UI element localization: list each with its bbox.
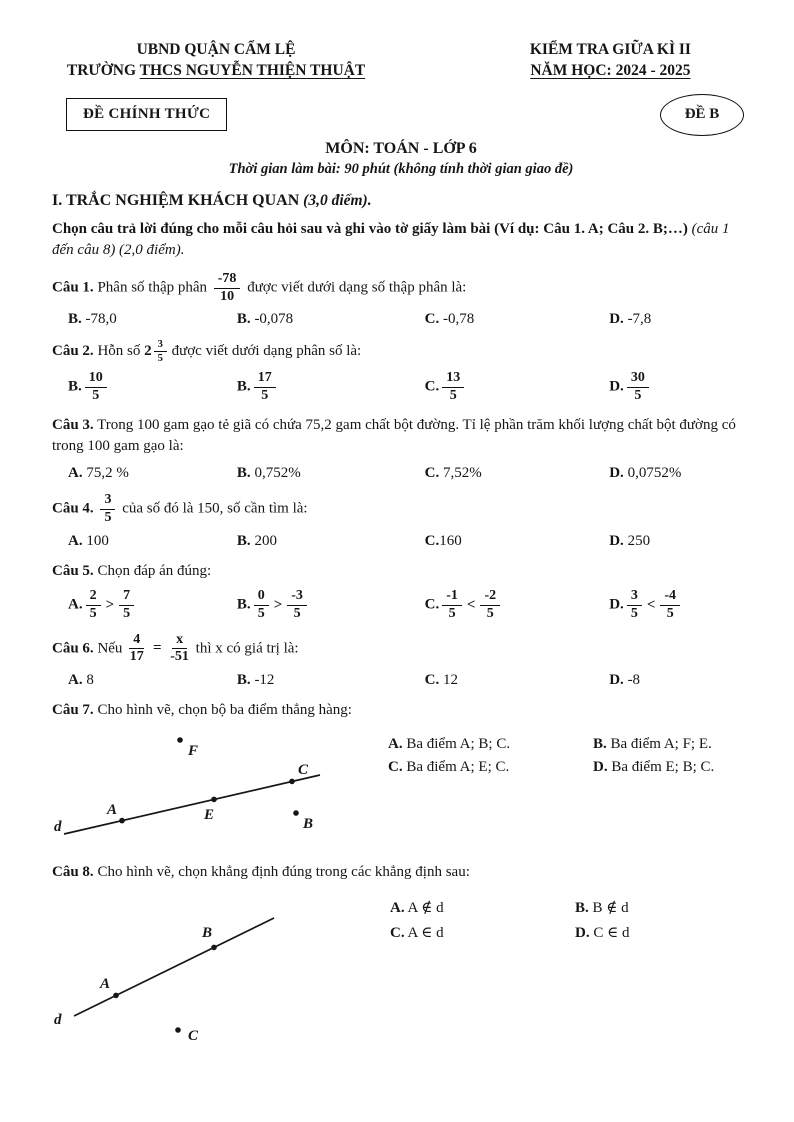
option-text: -8 (627, 672, 641, 688)
option-text: 12 (442, 672, 458, 688)
option-text: 8 (86, 672, 94, 688)
question-4-options (52, 533, 750, 550)
option-letter: A. (68, 465, 83, 482)
option-letter: D. (609, 532, 624, 549)
school-name-underlined: THCS NGUYỄN THIỆN THUẬT (139, 61, 366, 79)
option-letter: B. (236, 378, 251, 395)
fraction-numerator: x (172, 633, 187, 650)
option-b (237, 371, 425, 403)
fraction-denominator: 5 (89, 605, 97, 621)
fraction (480, 589, 500, 621)
option-c (425, 672, 610, 689)
option-c (425, 371, 610, 403)
question-5 (52, 561, 750, 622)
option-c (425, 465, 610, 482)
option-b (237, 589, 425, 621)
option-letter: D. (575, 924, 590, 941)
figure-collinear-points (52, 726, 352, 851)
question-4-stem (52, 493, 750, 525)
question-4-number: Câu 4. (52, 500, 94, 517)
header-org-block (52, 40, 380, 82)
header (52, 40, 750, 82)
option-letter: A. (68, 672, 83, 688)
stem-text: Nếu (97, 640, 123, 657)
subject-line: MÔN: TOÁN - LỚP 6 (325, 139, 477, 157)
fraction (442, 371, 464, 403)
question-7-options (388, 736, 750, 776)
comparison-sign: > (273, 596, 283, 613)
point-E-label: E (204, 806, 215, 823)
option-text: Ba điểm E; B; C. (611, 758, 715, 775)
fraction-numerator: -1 (442, 589, 462, 606)
instructions-bold: Chọn câu trả lời đúng cho mỗi câu hỏi sau và ghi vào tờ giấy làm bài (Ví dụ: Câu 1. A; Câu 2. B;…) (52, 220, 688, 237)
fraction-numerator: 10 (85, 371, 107, 388)
fraction-numerator: 3 (154, 339, 167, 352)
fraction-denominator: 10 (220, 288, 235, 304)
option-letter: C. (424, 378, 440, 395)
fraction-numerator: 3 (100, 493, 115, 510)
option-a (68, 371, 237, 403)
option-text: Ba điểm A; B; C. (406, 735, 511, 752)
option-b (575, 898, 750, 917)
fraction-numerator: 17 (254, 371, 276, 388)
fraction (129, 633, 144, 665)
stem-text: thì x có giá trị là: (195, 640, 299, 657)
option-b (237, 533, 425, 550)
school-year: NĂM HỌC: 2024 - 2025 (530, 61, 691, 79)
option-c (425, 311, 610, 328)
question-8-options (390, 898, 750, 942)
comparison-sign: < (466, 596, 476, 613)
option-c (425, 533, 610, 550)
point-B-dot (293, 810, 299, 816)
option-d (609, 465, 750, 482)
fraction-denominator: 5 (157, 353, 163, 365)
fraction (154, 339, 167, 364)
fraction-denominator: 5 (634, 387, 642, 403)
official-exam-box: ĐỀ CHÍNH THỨC (66, 98, 227, 131)
fraction-denominator: 5 (257, 605, 265, 621)
question-6 (52, 633, 750, 689)
option-text: -78,0 (85, 311, 117, 328)
fraction-denominator: 5 (630, 605, 638, 621)
fraction (442, 589, 462, 621)
duration-line: Thời gian làm bài: 90 phút (không tính thời gian giao đề) (228, 160, 574, 177)
question-7-number: Câu 7. (52, 702, 94, 718)
option-d (575, 923, 750, 942)
fraction (170, 633, 189, 665)
option-d (593, 759, 750, 776)
stem-text: của số đó là 150, số cần tìm là: (122, 500, 308, 517)
point-B-dot (211, 944, 217, 950)
option-d (609, 311, 750, 328)
option-a (68, 589, 237, 621)
fraction (660, 589, 680, 621)
option-letter: C. (424, 465, 440, 482)
fraction-numerator: 2 (86, 589, 101, 606)
point-F-dot (177, 737, 183, 743)
org-name-line2 (52, 61, 380, 82)
option-a (388, 736, 593, 753)
fraction (287, 589, 307, 621)
option-text: 0,0752% (627, 465, 682, 482)
line-d (74, 918, 274, 1016)
option-letter: D. (609, 465, 624, 482)
question-3-number: Câu 3. (52, 416, 94, 433)
section-instructions (52, 219, 750, 261)
question-2-options (52, 371, 750, 403)
stem-text: được viết dưới dạng số thập phân là: (247, 279, 467, 296)
option-letter: B. (575, 899, 589, 916)
question-1-options (52, 311, 750, 328)
fraction (627, 589, 642, 621)
stem-text: Cho hình vẽ, chọn bộ ba điểm thẳng hàng: (97, 702, 352, 718)
section-title (52, 192, 750, 210)
option-a (68, 672, 237, 689)
question-8 (52, 862, 750, 1046)
question-5-number: Câu 5. (52, 562, 94, 579)
question-1-number: Câu 1. (52, 279, 94, 296)
fraction (214, 272, 241, 304)
option-b (237, 672, 425, 689)
option-d (609, 371, 750, 403)
fraction-numerator: 7 (119, 589, 134, 606)
option-letter: D. (609, 672, 624, 688)
point-A-dot (119, 818, 125, 824)
mixed-number (144, 339, 168, 364)
question-2-number: Câu 2. (52, 343, 94, 360)
option-b (593, 736, 750, 753)
question-3-stem (52, 415, 750, 459)
fraction-numerator: -3 (287, 589, 307, 606)
point-E-dot (211, 796, 217, 802)
question-4 (52, 493, 750, 549)
option-text: 0,752% (254, 465, 301, 482)
option-letter: B. (236, 465, 251, 482)
question-7-stem (52, 700, 750, 722)
stamp-row (66, 94, 744, 136)
option-letter: B. (593, 735, 607, 752)
option-text: 160 (439, 532, 462, 549)
option-letter: B. (236, 311, 251, 328)
option-text: Ba điểm A; F; E. (610, 735, 712, 752)
fraction-denominator: 5 (666, 605, 674, 621)
question-5-options (52, 589, 750, 621)
section-title-text: I. TRẮC NGHIỆM KHÁCH QUAN (52, 191, 300, 209)
option-letter: C. (424, 311, 440, 328)
exam-variant-badge: ĐỀ B (660, 94, 744, 136)
question-8-number: Câu 8. (52, 863, 94, 880)
question-8-figure-row (52, 888, 750, 1046)
point-F-label: F (188, 742, 199, 759)
question-2 (52, 339, 750, 403)
option-text: -7,8 (627, 311, 652, 328)
fraction (254, 371, 276, 403)
stem-text: Trong 100 gam gạo tẻ giã có chứa 75,2 gam chất bột đường. Tỉ lệ phần trăm khối lượng chất bột đường có trong 100 gam gạo là: (52, 416, 736, 455)
question-5-stem (52, 561, 750, 583)
option-letter: A. (388, 735, 403, 752)
option-letter: B. (236, 596, 251, 613)
fraction (254, 589, 269, 621)
option-letter: B. (236, 672, 251, 688)
option-letter: A. (68, 532, 83, 549)
option-letter: D. (593, 758, 608, 775)
line-d-label: d (54, 818, 62, 835)
fraction-denominator: 5 (123, 605, 131, 621)
option-letter: D. (609, 378, 624, 395)
fraction-numerator: 30 (627, 371, 649, 388)
fraction-numerator: 3 (627, 589, 642, 606)
fraction-denominator: 5 (261, 387, 269, 403)
option-text: 100 (86, 532, 109, 549)
fraction-denominator: 5 (104, 509, 112, 525)
instructions-italic: (câu 1 đến câu 8) (2,0 điểm). (52, 220, 730, 258)
question-7 (52, 700, 750, 851)
question-7-figure-row (52, 726, 750, 851)
comparison-sign: > (105, 596, 115, 613)
stem-text: Phân số thập phân (97, 279, 208, 296)
option-letter: D. (609, 311, 624, 328)
fraction-numerator: -4 (660, 589, 680, 606)
fraction-numerator: -78 (214, 272, 241, 289)
option-text: -0,78 (442, 311, 475, 328)
equals-sign: = (152, 640, 162, 657)
option-letter: D. (609, 596, 624, 613)
line-d (64, 775, 320, 834)
option-d (609, 589, 750, 621)
option-text: 75,2 % (86, 465, 129, 482)
option-text: -0,078 (254, 311, 294, 328)
option-text: 200 (254, 532, 277, 549)
fraction-numerator: 13 (442, 371, 464, 388)
option-a (390, 898, 575, 917)
question-3-options (52, 465, 750, 482)
question-1-stem (52, 272, 750, 304)
option-letter: C. (424, 672, 440, 688)
option-letter: B. (236, 532, 251, 549)
mixed-whole: 2 (144, 342, 152, 359)
option-text: C ∈ d (593, 924, 630, 941)
question-3 (52, 415, 750, 483)
option-c (388, 759, 593, 776)
fraction-numerator: 4 (129, 633, 144, 650)
question-2-stem (52, 339, 750, 364)
point-A-label: A (100, 975, 111, 992)
option-b (237, 465, 425, 482)
org-name-line1: UBND QUẬN CẨM LỆ (136, 41, 296, 58)
fraction (86, 589, 101, 621)
header-exam-block (471, 40, 750, 82)
question-1 (52, 272, 750, 328)
option-letter: B. (68, 311, 82, 328)
stem-text: Chọn đáp án đúng: (97, 562, 212, 579)
option-text: Ba điểm A; E; C. (406, 758, 510, 775)
fraction-numerator: -2 (480, 589, 500, 606)
point-C-label: C (188, 1027, 199, 1044)
option-d (609, 533, 750, 550)
question-6-options (52, 672, 750, 689)
fraction-denominator: 17 (129, 649, 144, 665)
option-letter: C. (388, 758, 403, 775)
option-letter: B. (68, 378, 82, 395)
option-text: A ∉ d (407, 899, 444, 916)
option-c (425, 589, 610, 621)
point-A-label: A (107, 801, 118, 818)
line-d-label: d (54, 1011, 62, 1028)
exam-title: KIỂM TRA GIỮA KÌ II (529, 41, 691, 58)
stem-text: Cho hình vẽ, chọn khẳng định đúng trong các khẳng định sau: (97, 863, 470, 880)
option-a (68, 465, 237, 482)
fraction-denominator: 5 (293, 605, 301, 621)
option-letter: A. (68, 596, 83, 613)
fraction (119, 589, 134, 621)
figure-point-membership (52, 888, 342, 1046)
fraction-numerator: 0 (254, 589, 269, 606)
option-b (237, 311, 425, 328)
point-B-label: B (202, 924, 213, 941)
question-6-stem (52, 633, 750, 665)
option-letter: A. (390, 899, 405, 916)
option-letter: C. (390, 924, 405, 941)
point-A-dot (113, 992, 119, 998)
fraction-denominator: -51 (170, 649, 189, 665)
point-C-dot (289, 778, 295, 784)
option-a (68, 311, 237, 328)
point-C-label: C (298, 761, 309, 778)
fraction (627, 371, 649, 403)
fraction (85, 371, 107, 403)
question-8-stem (52, 862, 750, 884)
option-text: 7,52% (442, 465, 482, 482)
option-text: A ∈ d (407, 924, 444, 941)
fraction (100, 493, 115, 525)
point-C-dot (175, 1027, 181, 1033)
fraction-denominator: 5 (486, 605, 494, 621)
stem-text: được viết dưới dạng phân số là: (171, 343, 362, 360)
option-d (609, 672, 750, 689)
option-text: B ∉ d (592, 899, 629, 916)
stem-text: Hỗn số (97, 343, 141, 360)
option-text: -12 (254, 672, 275, 688)
option-a (68, 533, 237, 550)
comparison-sign: < (646, 596, 656, 613)
fraction-denominator: 5 (448, 605, 456, 621)
option-c (390, 923, 575, 942)
option-text: 250 (627, 532, 651, 549)
fraction-denominator: 5 (92, 387, 100, 403)
option-letter: C. (424, 532, 440, 549)
question-6-number: Câu 6. (52, 640, 94, 657)
option-letter: C. (424, 596, 440, 613)
section-points: (3,0 điểm). (303, 191, 372, 209)
fraction-denominator: 5 (449, 387, 457, 403)
school-prefix: TRƯỜNG (66, 61, 137, 79)
point-B-label: B (303, 815, 314, 832)
